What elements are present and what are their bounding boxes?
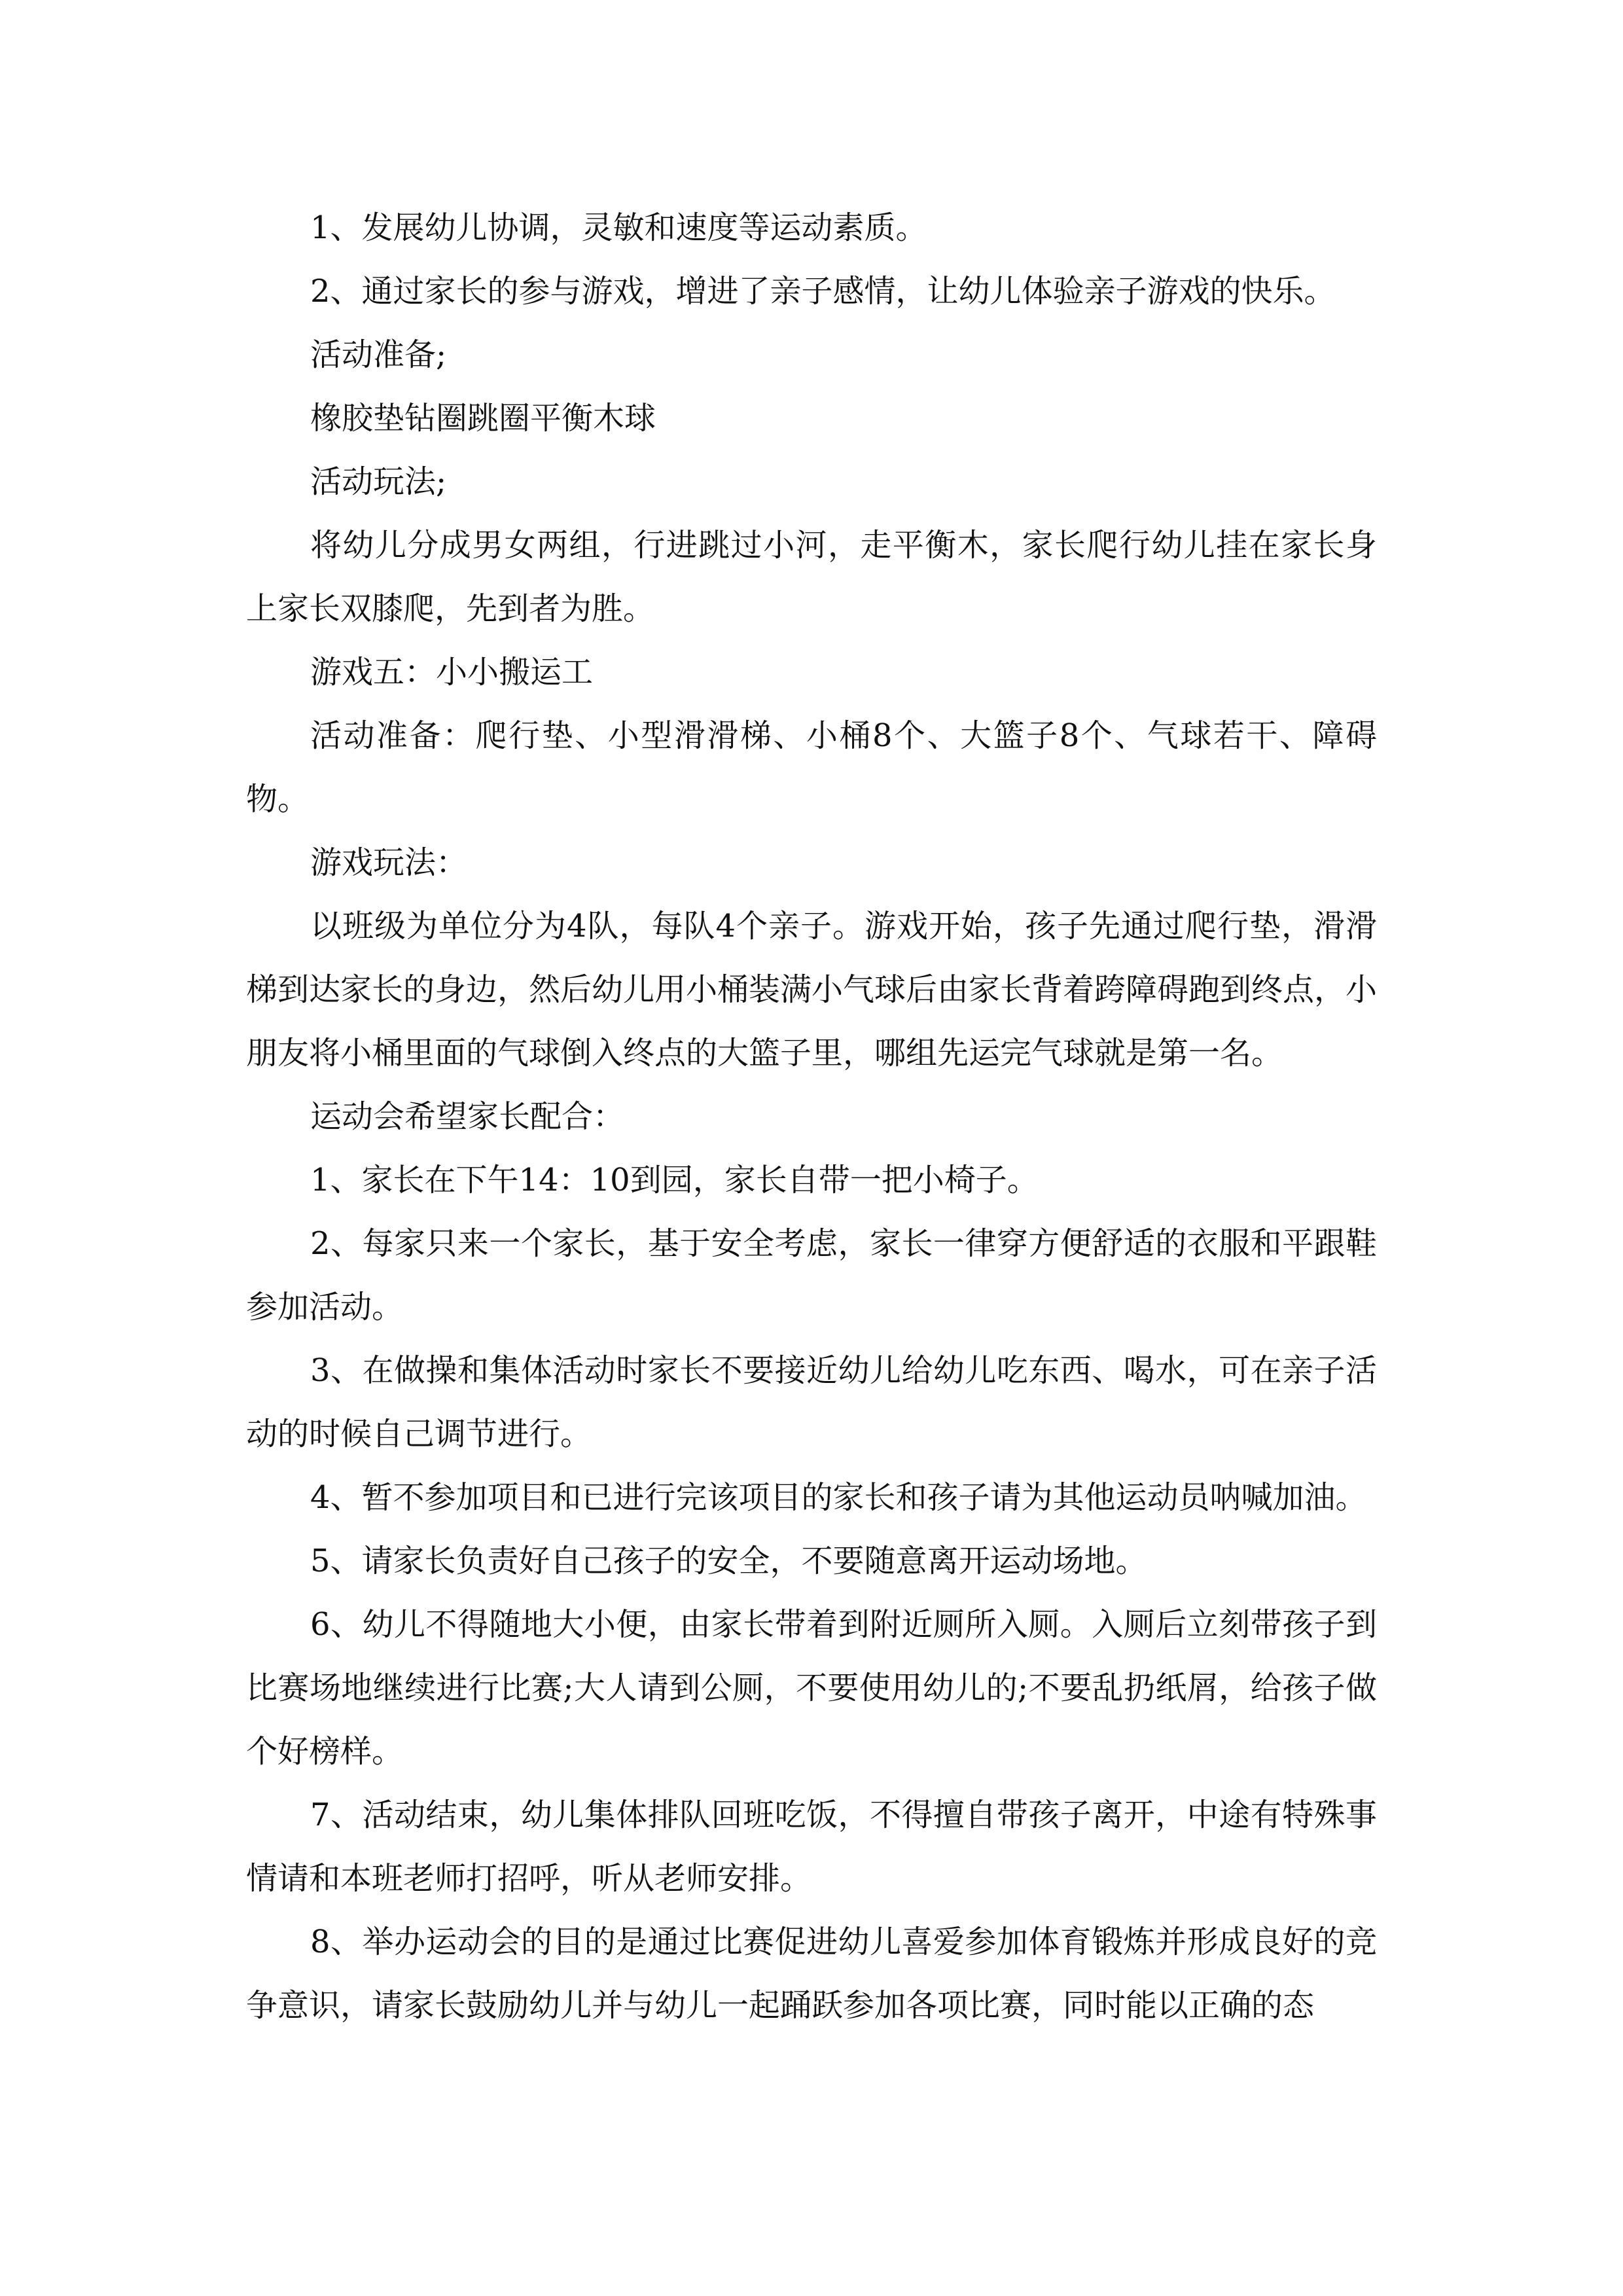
paragraph-goal-2: 2、通过家长的参与游戏，增进了亲子感情，让幼儿体验亲子游戏的快乐。 xyxy=(310,273,1336,310)
paragraph-game-five-preparation: 活动准备：爬行垫、小型滑滑梯、小桶8个、大篮子8个、气球若干、障碍物。 xyxy=(246,717,1377,817)
paragraph-cooperation-5: 5、请家长负责好自己孩子的安全，不要随意离开运动场地。 xyxy=(310,1543,1147,1579)
paragraph-goal-1: 1、发展幼儿协调，灵敏和速度等运动素质。 xyxy=(310,209,927,246)
paragraph-gameplay-description: 将幼儿分成男女两组，行进跳过小河，走平衡木，家长爬行幼儿挂在家长身上家长双膝爬，先到者为胜。 xyxy=(246,527,1377,627)
document-body xyxy=(246,196,1377,2037)
paragraph-cooperation-6: 6、幼儿不得随地大小便，由家长带着到附近厕所入厕。入厕后立刻带孩子到比赛场地继续进行比赛;大人请到公厕，不要使用幼儿的;不要乱扔纸屑，给孩子做个好榜样。 xyxy=(246,1606,1377,1770)
paragraph-cooperation-1: 1、家长在下午14：10到园，家长自带一把小椅子。 xyxy=(310,1162,1039,1198)
paragraph-cooperation-8: 8、举办运动会的目的是通过比赛促进幼儿喜爱参加体育锻炼并形成良好的竞争意识，请家长鼓励幼儿并与幼儿一起踊跃参加各项比赛，同时能以正确的态 xyxy=(246,1924,1377,2024)
heading-game-five: 游戏五：小小搬运工 xyxy=(310,654,594,691)
paragraph-game-rules: 以班级为单位分为4队，每队4个亲子。游戏开始，孩子先通过爬行垫，滑滑梯到达家长的身边，然后幼儿用小桶装满小气球后由家长背着跨障碍跑到终点，小朋友将小桶里面的气球倒入终点的大篮子里，哪组先运完气球就是第一名。 xyxy=(246,908,1378,1071)
paragraph-cooperation-2: 2、每家只来一个家长，基于安全考虑，家长一律穿方便舒适的衣服和平跟鞋参加活动。 xyxy=(246,1225,1377,1325)
heading-parent-cooperation: 运动会希望家长配合： xyxy=(310,1098,625,1135)
paragraph-cooperation-3: 3、在做操和集体活动时家长不要接近幼儿给幼儿吃东西、喝水，可在亲子活动的时候自己调节进行。 xyxy=(246,1352,1377,1452)
heading-activity-preparation: 活动准备; xyxy=(310,336,447,373)
paragraph-materials: 橡胶垫钻圈跳圈平衡木球 xyxy=(310,400,656,437)
heading-activity-gameplay: 活动玩法; xyxy=(310,463,447,500)
heading-game-rules: 游戏玩法： xyxy=(310,844,468,881)
paragraph-cooperation-7: 7、活动结束，幼儿集体排队回班吃饭，不得擅自带孩子离开，中途有特殊事情请和本班老师打招呼，听从老师安排。 xyxy=(246,1797,1377,1897)
paragraph-cooperation-4: 4、暂不参加项目和已进行完该项目的家长和孩子请为其他运动员呐喊加油。 xyxy=(310,1479,1367,1516)
